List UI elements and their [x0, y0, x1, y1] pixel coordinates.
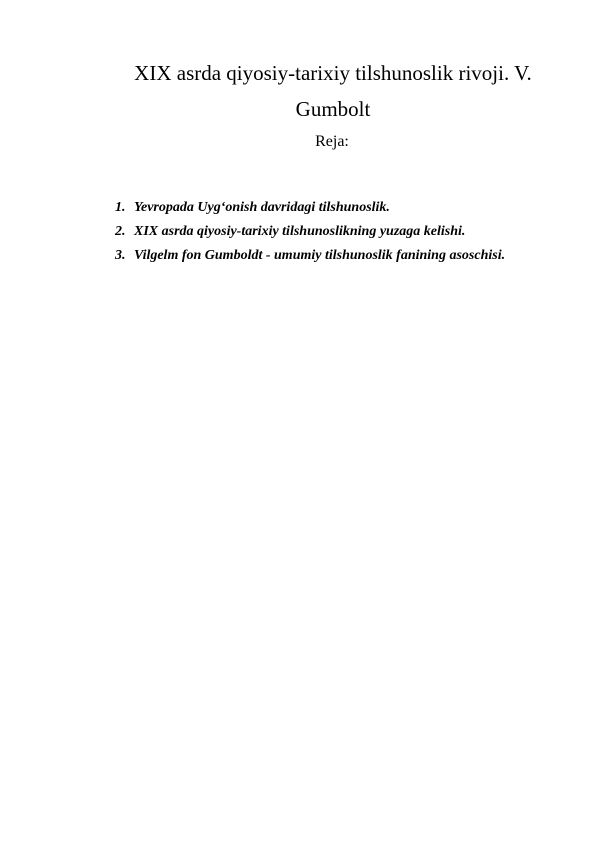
plan-item-2	[115, 220, 555, 244]
plan-item-text: Yevropada Uyg‘onish davridagi tilshunoslik.	[134, 200, 390, 215]
plan-heading: Reja:	[315, 133, 349, 150]
plan-list	[115, 196, 555, 268]
plan-item-number: 1.	[115, 200, 126, 215]
plan-item-number: 3.	[115, 248, 126, 263]
plan-item-number: 2.	[115, 224, 126, 239]
plan-item-1	[115, 196, 555, 220]
plan-item-text: XIX asrda qiyosiy-tarixiy tilshunoslikning yuzaga kelishi.	[134, 224, 466, 239]
document-title: XIX asrda qiyosiy-tarixiy tilshunoslik rivoji. V. Gumbolt	[134, 61, 532, 121]
plan-item-text: Vilgelm fon Gumboldt - umumiy tilshunoslik fanining asoschisi.	[134, 248, 506, 263]
plan-item-3	[115, 244, 555, 268]
